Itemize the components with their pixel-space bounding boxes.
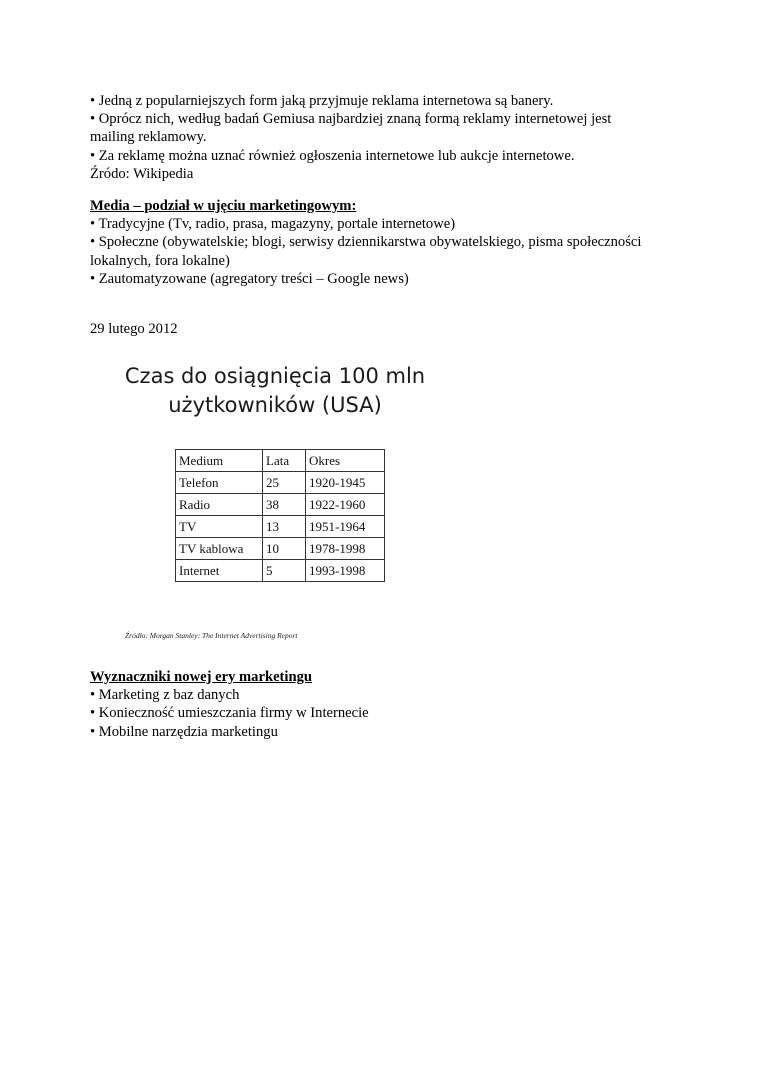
table-cell: 1978-1998: [306, 538, 385, 560]
media-section: [90, 197, 690, 288]
table-cell: TV kablowa: [176, 538, 263, 560]
table-header-cell: Okres: [306, 450, 385, 472]
table-row: [176, 494, 385, 516]
table-row: [176, 538, 385, 560]
media-line: • Tradycyjne (Tv, radio, prasa, magazyny, portale internetowe): [90, 216, 456, 233]
table-row: [176, 560, 385, 582]
intro-source: Źródo: Wikipedia: [90, 165, 194, 182]
era-section: [90, 668, 690, 741]
slide-source-note: Źródło: Morgan Stanley: The Internet Advertising Report: [125, 631, 298, 640]
era-line: • Marketing z baz danych: [90, 687, 240, 704]
table-cell: Radio: [176, 494, 263, 516]
intro-line: • Za reklamę można uznać również ogłoszenia internetowe lub aukcje internetowe.: [90, 147, 575, 164]
table-cell: 10: [263, 538, 306, 560]
media-line: • Społeczne (obywatelskie; blogi, serwisy dziennikarstwa obywatelskiego, pisma społeczności: [90, 234, 642, 251]
intro-line: • Jedną z popularniejszych form jaką przyjmuje reklama internetowa są banery.: [90, 93, 554, 109]
table-header-cell: Medium: [176, 450, 263, 472]
intro-line: • Oprócz nich, według badań Gemiusa najbardziej znaną formą reklamy internetowej jest: [90, 111, 612, 128]
table-cell: 13: [263, 516, 306, 538]
table-header-cell: Lata: [263, 450, 306, 472]
table-row: [176, 472, 385, 494]
table-cell: Internet: [176, 560, 263, 582]
intro-section: [90, 92, 690, 183]
table-cell: 1951-1964: [306, 516, 385, 538]
date-text: 29 lutego 2012: [90, 321, 178, 337]
table-cell: 1920-1945: [306, 472, 385, 494]
table-cell: 5: [263, 560, 306, 582]
table-header-row: [176, 450, 385, 472]
slide-title: [100, 362, 450, 420]
media-heading: Media – podział w ujęciu marketingowym:: [90, 198, 357, 214]
era-line: • Konieczność umieszczania firmy w Internecie: [90, 705, 369, 722]
media-line: • Zautomatyzowane (agregatory treści – Google news): [90, 270, 409, 287]
table-cell: 1993-1998: [306, 560, 385, 582]
slide-title-line: użytkowników (USA): [168, 393, 382, 417]
era-heading: Wyznaczniki nowej ery marketingu: [90, 669, 312, 685]
date-section: [90, 320, 690, 338]
table-cell: Telefon: [176, 472, 263, 494]
table-cell: 38: [263, 494, 306, 516]
table-cell: 25: [263, 472, 306, 494]
table-cell: 1922-1960: [306, 494, 385, 516]
era-line: • Mobilne narzędzia marketingu: [90, 723, 278, 740]
slide-title-line: Czas do osiągnięcia 100 mln: [124, 364, 426, 388]
media-line: lokalnych, fora lokalne): [90, 252, 230, 269]
table-row: [176, 516, 385, 538]
table-cell: TV: [176, 516, 263, 538]
intro-line: mailing reklamowy.: [90, 129, 207, 146]
adoption-table: [175, 449, 385, 582]
